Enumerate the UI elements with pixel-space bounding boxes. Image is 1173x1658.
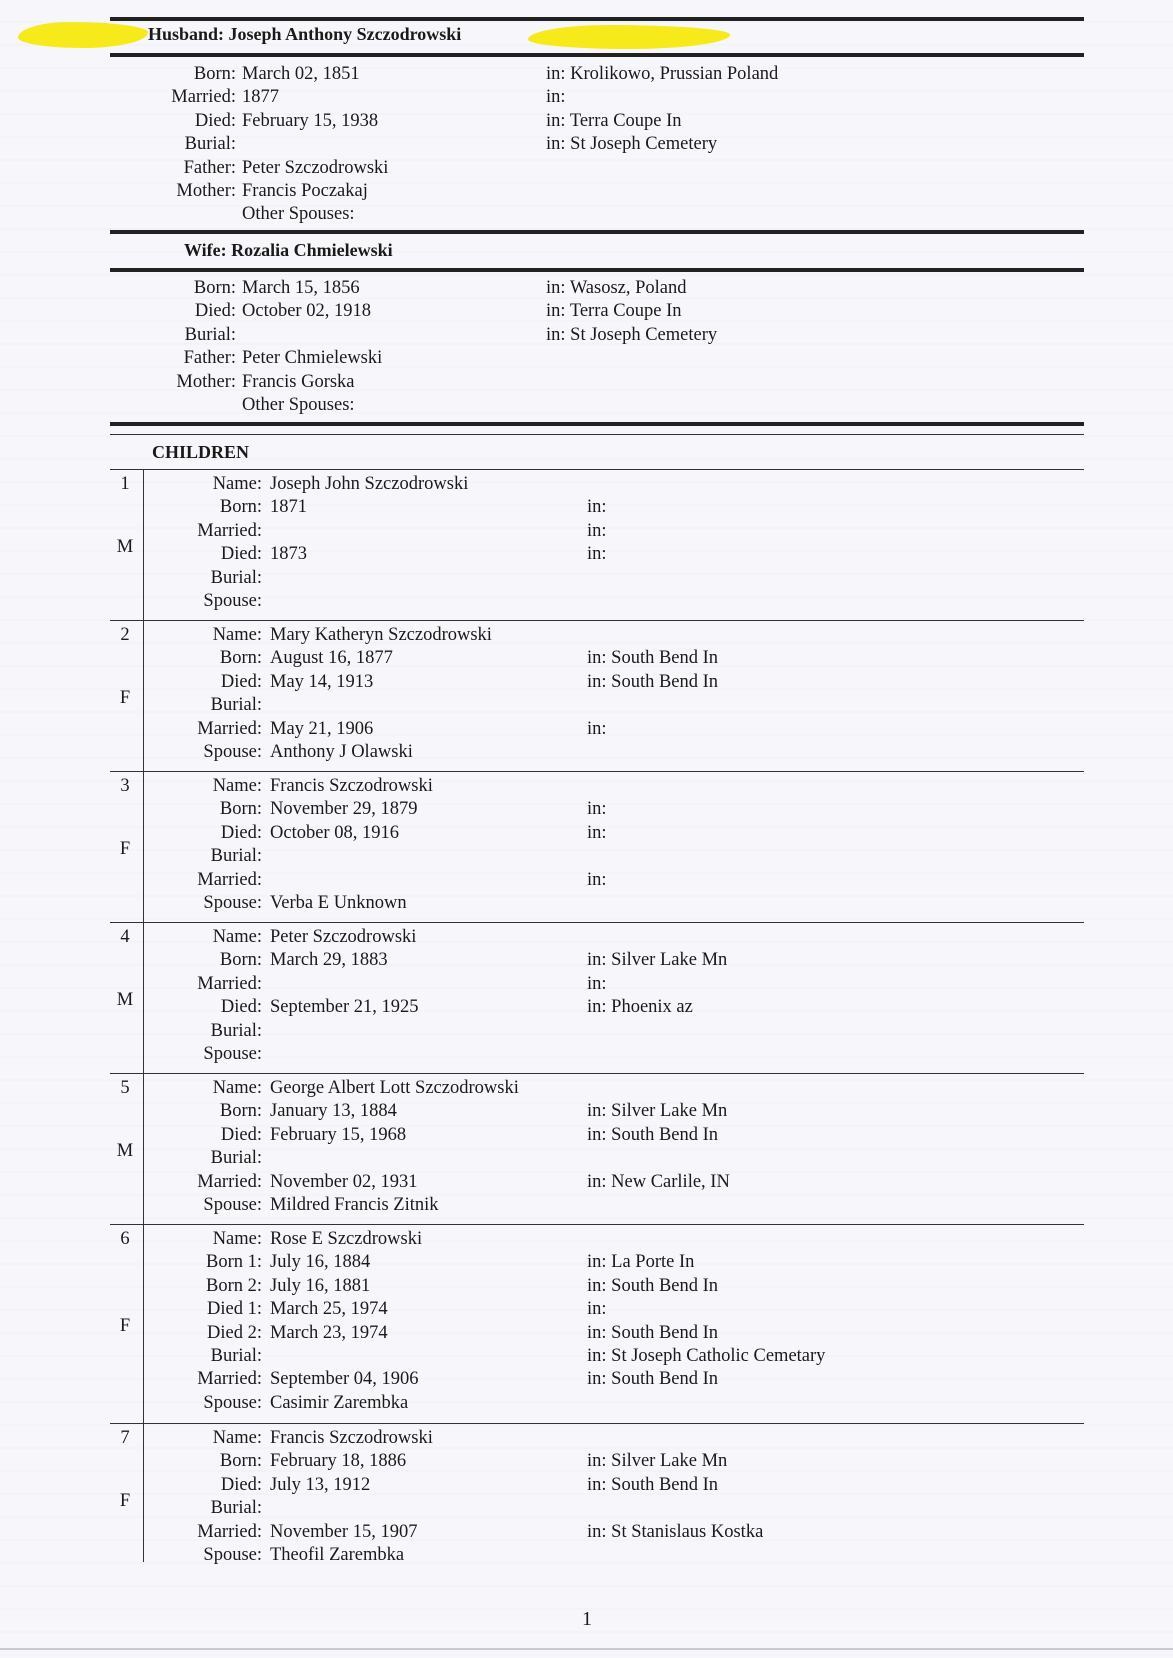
detail-row (0, 277, 1173, 299)
child-sex: M (116, 537, 134, 558)
detail-row (0, 567, 1173, 589)
field-label: Died 1: (207, 1299, 262, 1320)
field-value: July 16, 1881 (270, 1275, 371, 1296)
highlight-right (528, 25, 730, 49)
field-value: November 02, 1931 (270, 1171, 418, 1192)
child-number: 4 (120, 927, 130, 947)
field-place: in: (587, 544, 607, 565)
field-place: in: (587, 973, 607, 994)
field-value: Francis Poczakaj (242, 181, 368, 201)
detail-row (0, 845, 1173, 867)
field-label: Born: (219, 1451, 262, 1472)
wife-heading-label: Wife: (184, 240, 227, 260)
child-number: 1 (120, 474, 130, 494)
detail-row (0, 520, 1173, 542)
detail-row (0, 1368, 1173, 1390)
child-divider (110, 1423, 1084, 1424)
field-value: September 21, 1925 (270, 997, 419, 1018)
detail-row (0, 86, 1173, 108)
detail-row (0, 543, 1173, 565)
detail-row (0, 1521, 1173, 1543)
field-value: May 21, 1906 (270, 718, 374, 739)
field-label: Married: (197, 718, 262, 739)
child-divider (110, 922, 1084, 923)
detail-row (0, 371, 1173, 393)
field-value: Francis Szczodrowski (270, 1428, 433, 1448)
rule (110, 17, 1084, 21)
field-label: Mother: (176, 181, 236, 201)
detail-row (0, 1497, 1173, 1519)
field-label: Died 2: (207, 1322, 262, 1343)
field-label: Burial: (210, 567, 262, 588)
rule (110, 469, 1084, 470)
detail-row (0, 798, 1173, 820)
detail-row (0, 1474, 1173, 1496)
child-number: 5 (120, 1078, 130, 1098)
detail-row (0, 133, 1173, 155)
child-number: 7 (120, 1428, 130, 1448)
detail-row (0, 741, 1173, 763)
field-place: in: South Bend In (587, 1474, 719, 1495)
field-label: Died: (220, 1124, 262, 1145)
detail-row (0, 996, 1173, 1018)
field-place: in: Wasosz, Poland (546, 278, 687, 298)
field-label: Father: (183, 157, 236, 178)
page-number: 1 (582, 1608, 592, 1630)
child-sex: F (119, 1315, 131, 1336)
field-place: in: St Joseph Cemetery (546, 324, 718, 345)
field-place: in: Phoenix az (587, 997, 693, 1018)
field-place: in: St Joseph Catholic Cemetary (587, 1346, 826, 1366)
field-value: May 14, 1913 (270, 671, 374, 692)
detail-row (0, 590, 1173, 612)
rule (110, 53, 1084, 57)
wife-heading (184, 240, 393, 261)
field-value: November 29, 1879 (270, 799, 418, 820)
field-value: September 04, 1906 (270, 1369, 419, 1390)
field-place: in: South Bend In (587, 1275, 719, 1296)
child-divider (110, 771, 1084, 772)
child-number: 3 (120, 776, 130, 796)
rule (110, 268, 1084, 272)
detail-row (0, 180, 1173, 202)
field-value: Verba E Unknown (270, 893, 407, 913)
field-place: in: South Bend In (587, 1369, 719, 1390)
field-label: Name: (212, 1078, 262, 1098)
field-label: Spouse: (203, 893, 262, 913)
field-value: Rose E Szczdrowski (270, 1229, 423, 1249)
field-label: Born 2: (205, 1275, 262, 1296)
detail-row (0, 694, 1173, 716)
field-label: Married: (197, 1521, 262, 1542)
detail-row (0, 822, 1173, 844)
child-sex: F (119, 688, 131, 709)
field-label: Burial: (184, 134, 236, 155)
detail-row (0, 775, 1173, 797)
field-value: Peter Szczodrowski (270, 927, 417, 947)
detail-row (0, 1450, 1173, 1472)
rule (110, 230, 1084, 234)
field-label: Burial: (210, 1498, 262, 1519)
field-place: in: South Bend In (587, 671, 719, 692)
detail-row (0, 324, 1173, 346)
detail-row (0, 624, 1173, 646)
field-label: Burial: (210, 1020, 262, 1041)
field-label: Married: (197, 869, 262, 890)
field-place: in: (587, 869, 607, 890)
detail-row (0, 718, 1173, 740)
field-value: Joseph John Szczodrowski (270, 474, 469, 494)
field-value: Casimir Zarembka (270, 1392, 409, 1413)
detail-row (0, 647, 1173, 669)
child-sex: M (116, 990, 134, 1011)
rule (110, 422, 1084, 426)
field-place: in: South Bend In (587, 1322, 719, 1343)
field-label: Father: (183, 348, 236, 369)
field-label: Name: (212, 625, 262, 645)
field-label: Spouse: (203, 742, 262, 762)
field-label: Married: (197, 973, 262, 994)
field-label: Name: (212, 1229, 262, 1249)
field-label: Spouse: (203, 1044, 262, 1064)
field-place: in: (587, 497, 607, 518)
field-label: Died: (220, 671, 262, 692)
field-label: Died: (220, 997, 262, 1018)
field-value: Theofil Zarembka (270, 1545, 405, 1565)
highlight-left (18, 22, 148, 48)
detail-row (0, 892, 1173, 914)
detail-row (0, 63, 1173, 85)
detail-row (0, 1194, 1173, 1216)
field-label: Name: (212, 776, 262, 796)
detail-row (0, 1251, 1173, 1273)
field-value: Other Spouses: (242, 395, 355, 415)
wife-name: Rozalia Chmielewski (231, 240, 393, 260)
field-place: in: South Bend In (587, 648, 719, 669)
field-place: in: South Bend In (587, 1124, 719, 1145)
field-place: in: (587, 799, 607, 820)
field-value: March 15, 1856 (242, 278, 360, 298)
field-place: in: Silver Lake Mn (587, 1451, 728, 1472)
field-value: March 23, 1974 (270, 1322, 388, 1343)
field-value: March 25, 1974 (270, 1299, 388, 1320)
field-value: November 15, 1907 (270, 1521, 418, 1542)
field-place: in: Silver Lake Mn (587, 950, 728, 971)
field-label: Married: (197, 1369, 262, 1390)
field-label: Born: (193, 64, 236, 84)
field-label: Married: (171, 87, 236, 108)
detail-row (0, 347, 1173, 369)
child-sex: M (116, 1141, 134, 1162)
field-value: February 15, 1968 (270, 1124, 407, 1145)
field-label: Burial: (210, 695, 262, 716)
husband-heading-label: Husband: (148, 24, 225, 44)
child-sex: F (119, 1491, 131, 1512)
field-place: in: St Joseph Cemetery (546, 134, 718, 155)
field-label: Burial: (210, 846, 262, 867)
scan-edge (0, 1648, 1173, 1650)
field-label: Born 1: (205, 1252, 262, 1273)
field-place: in: Silver Lake Mn (587, 1101, 728, 1122)
detail-row (0, 926, 1173, 948)
field-label: Died: (194, 301, 236, 322)
field-place: in: (587, 822, 607, 843)
field-value: George Albert Lott Szczodrowski (270, 1078, 519, 1098)
detail-row (0, 496, 1173, 518)
detail-row (0, 1171, 1173, 1193)
field-value: March 02, 1851 (242, 64, 360, 84)
field-label: Burial: (210, 1148, 262, 1169)
field-label: Died: (220, 1474, 262, 1495)
child-sex: F (119, 839, 131, 860)
field-label: Born: (193, 278, 236, 298)
field-label: Born: (219, 799, 262, 820)
detail-row (0, 1544, 1173, 1566)
detail-row (0, 110, 1173, 132)
field-label: Died: (220, 822, 262, 843)
field-place: in: (587, 718, 607, 739)
field-label: Spouse: (203, 1392, 262, 1413)
child-divider (110, 620, 1084, 621)
detail-row (0, 671, 1173, 693)
field-label: Burial: (210, 1346, 262, 1366)
field-value: Francis Gorska (242, 371, 355, 392)
field-label: Burial: (184, 324, 236, 345)
field-value: October 08, 1916 (270, 822, 399, 843)
field-place: in: (587, 520, 607, 541)
field-label: Name: (212, 1428, 262, 1448)
field-place: in: Terra Coupe In (546, 110, 682, 131)
child-divider (110, 1073, 1084, 1074)
field-label: Married: (197, 1171, 262, 1192)
field-value: Peter Chmielewski (242, 348, 383, 369)
detail-row (0, 1392, 1173, 1414)
field-value: Francis Szczodrowski (270, 776, 433, 796)
field-value: July 13, 1912 (270, 1474, 371, 1495)
field-label: Name: (212, 474, 262, 494)
husband-heading (148, 24, 461, 45)
detail-row (0, 1147, 1173, 1169)
field-place: in: (546, 87, 566, 108)
detail-row (0, 203, 1173, 225)
field-label: Died: (194, 110, 236, 131)
field-place: in: New Carlile, IN (587, 1171, 730, 1192)
detail-row (0, 300, 1173, 322)
field-place: in: St Stanislaus Kostka (587, 1521, 764, 1542)
detail-row (0, 1298, 1173, 1320)
detail-row (0, 157, 1173, 179)
detail-row (0, 1228, 1173, 1250)
field-value: 1877 (242, 87, 279, 108)
field-label: Born: (219, 497, 262, 518)
field-value: Mary Katheryn Szczodrowski (270, 625, 492, 645)
field-value: Peter Szczodrowski (242, 157, 389, 178)
detail-row (0, 1077, 1173, 1099)
field-label: Spouse: (203, 1195, 262, 1215)
detail-row (0, 473, 1173, 495)
field-label: Born: (219, 950, 262, 971)
field-value: Other Spouses: (242, 204, 355, 225)
field-value: 1873 (270, 544, 307, 565)
detail-row (0, 1020, 1173, 1042)
rule (110, 434, 1084, 435)
field-label: Spouse: (203, 1545, 262, 1565)
field-value: February 15, 1938 (242, 110, 379, 131)
child-number: 2 (120, 625, 130, 645)
field-place: in: Krolikowo, Prussian Poland (546, 64, 779, 84)
field-value: February 18, 1886 (270, 1451, 407, 1472)
child-divider (110, 1224, 1084, 1225)
detail-row (0, 973, 1173, 995)
detail-row (0, 1275, 1173, 1297)
detail-row (0, 1043, 1173, 1065)
field-value: Anthony J Olawski (270, 742, 413, 762)
field-value: January 13, 1884 (270, 1101, 397, 1122)
field-value: August 16, 1877 (270, 648, 393, 669)
field-place: in: (587, 1299, 607, 1320)
field-label: Married: (197, 520, 262, 541)
detail-row (0, 1322, 1173, 1344)
field-value: October 02, 1918 (242, 301, 371, 322)
field-place: in: La Porte In (587, 1252, 695, 1273)
field-value: Mildred Francis Zitnik (270, 1195, 439, 1215)
field-label: Died: (220, 544, 262, 565)
detail-row (0, 1124, 1173, 1146)
field-value: 1871 (270, 497, 307, 518)
field-label: Mother: (176, 371, 236, 392)
husband-name: Joseph Anthony Szczodrowski (228, 24, 462, 44)
child-number: 6 (120, 1229, 130, 1249)
detail-row (0, 1100, 1173, 1122)
field-label: Spouse: (203, 591, 262, 611)
detail-row (0, 394, 1173, 416)
detail-row (0, 869, 1173, 891)
detail-row (0, 949, 1173, 971)
detail-row (0, 1345, 1173, 1367)
field-value: July 16, 1884 (270, 1252, 371, 1273)
field-label: Name: (212, 927, 262, 947)
field-place: in: Terra Coupe In (546, 301, 682, 322)
detail-row (0, 1427, 1173, 1449)
children-heading: CHILDREN (152, 442, 250, 462)
field-value: March 29, 1883 (270, 950, 388, 971)
field-label: Born: (219, 648, 262, 669)
field-label: Born: (219, 1101, 262, 1122)
